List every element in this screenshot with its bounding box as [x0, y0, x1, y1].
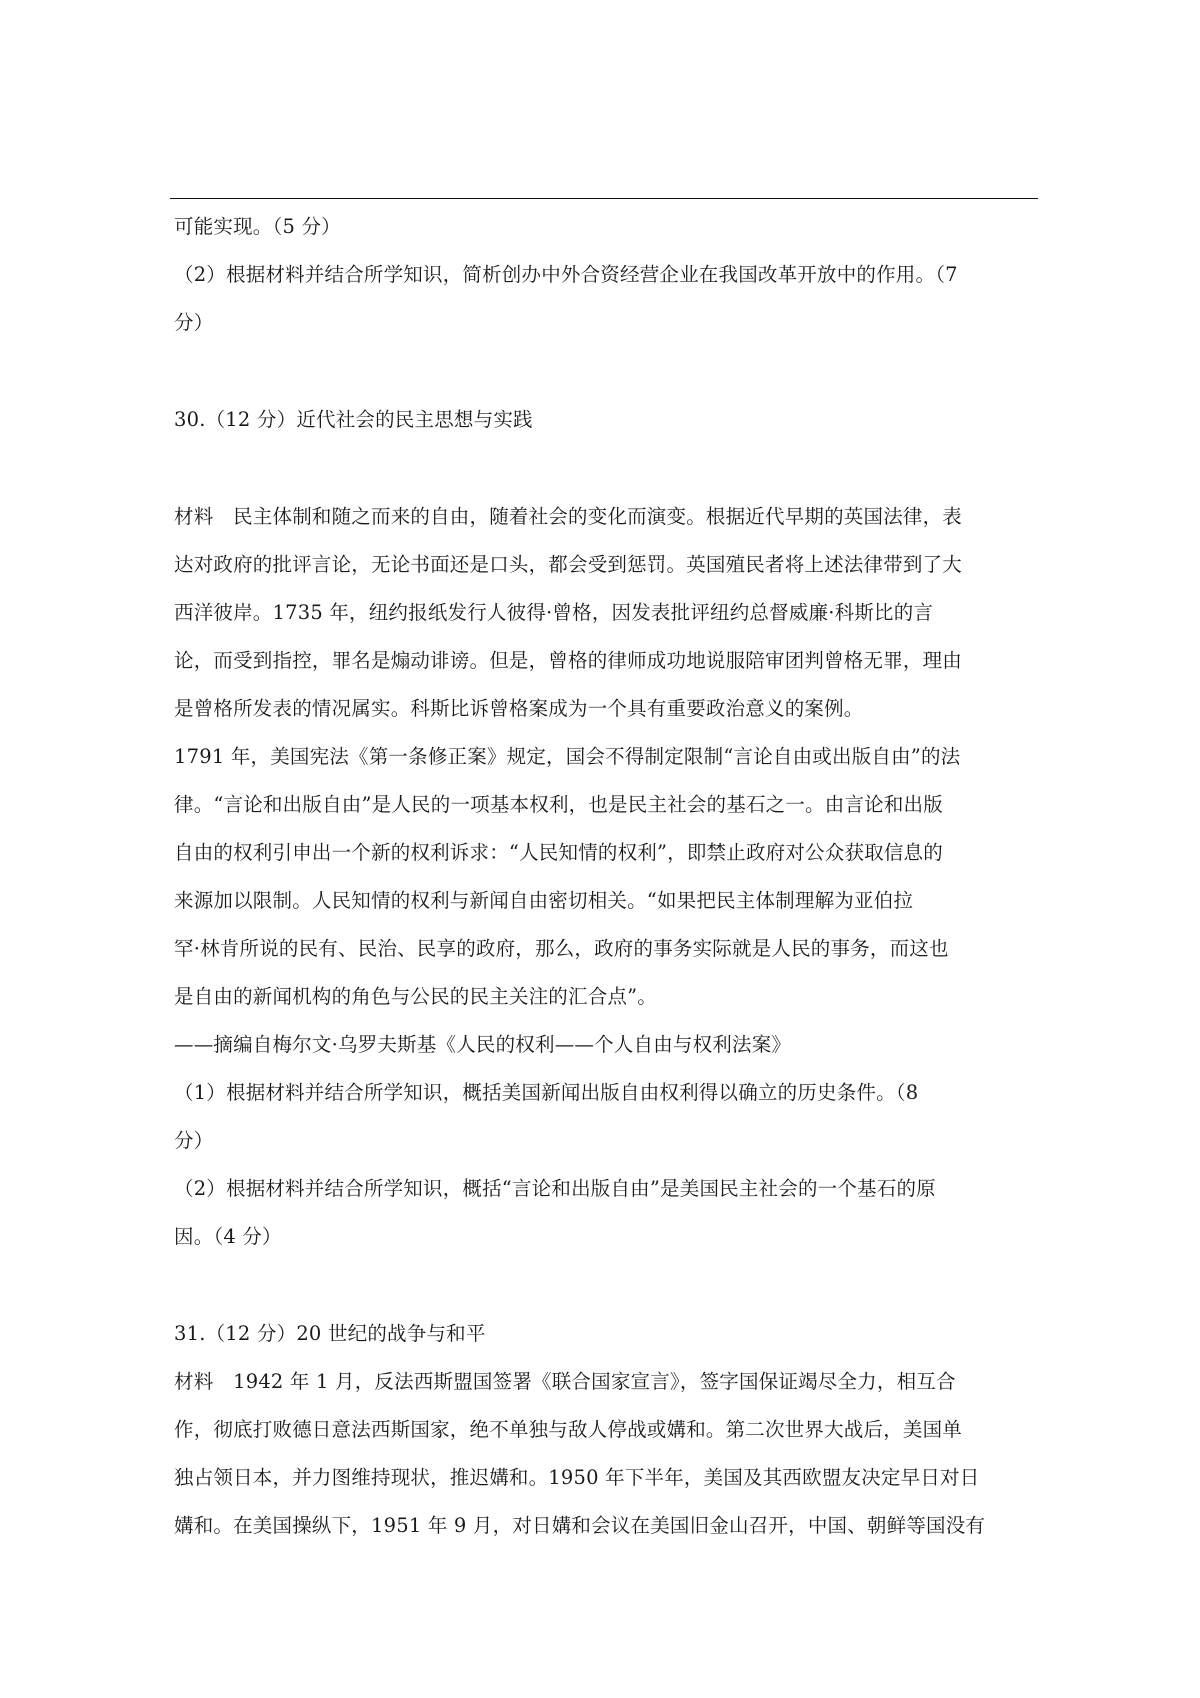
text-line: 是曾格所发表的情况属实。科斯比诉曾格案成为一个具有重要政治意义的案例。: [174, 697, 864, 720]
header-rule: [170, 198, 1038, 199]
text-line: 是自由的新闻机构的角色与公民的民主关注的汇合点”。: [174, 985, 657, 1008]
question-heading: 31.（12 分）20 世纪的战争与和平: [174, 1322, 486, 1345]
text-line: 西洋彼岸。1735 年，纽约报纸发行人彼得·曾格，因发表批评纽约总督威廉·科斯比的言: [174, 601, 934, 624]
text-line: 论，而受到指控，罪名是煽动诽谤。但是，曾格的律师成功地说服陪审团判曾格无罪，理由: [174, 649, 963, 672]
question-heading: 30.（12 分）近代社会的民主思想与实践: [174, 408, 533, 431]
text-line: 独占领日本，并力图维持现状，推迟媾和。1950 年下半年，美国及其西欧盟友决定早日对日: [174, 1466, 980, 1489]
text-line: 材料 1942 年 1 月，反法西斯盟国签署《联合国家宣言》，签字国保证竭尽全力，相互合: [174, 1370, 956, 1393]
text-line: 可能实现。（5 分）: [174, 215, 341, 238]
text-line: 分）: [174, 1129, 214, 1152]
text-line: 律。“言论和出版自由”是人民的一项基本权利，也是民主社会的基石之一。由言论和出版: [174, 793, 943, 816]
text-line: （1）根据材料并结合所学知识，概括美国新闻出版自由权利得以确立的历史条件。（8: [174, 1081, 919, 1104]
source-citation: ——摘编自梅尔文·乌罗夫斯基《人民的权利——个人自由与权利法案》: [174, 1033, 792, 1056]
text-line: 因。（4 分）: [174, 1225, 282, 1248]
text-line: 分）: [174, 311, 214, 334]
text-line: 1791 年，美国宪法《第一条修正案》规定，国会不得制定限制“言论自由或出版自由”的法: [174, 745, 961, 768]
text-line: 来源加以限制。人民知情的权利与新闻自由密切相关。“如果把民主体制理解为亚伯拉: [174, 889, 914, 912]
text-line: 自由的权利引申出一个新的权利诉求：“人民知情的权利”，即禁止政府对公众获取信息的: [174, 841, 943, 864]
text-line: （2）根据材料并结合所学知识，简析创办中外合资经营企业在我国改革开放中的作用。（7: [174, 263, 958, 286]
text-line: 作，彻底打败德日意法西斯国家，绝不单独与敌人停战或媾和。第二次世界大战后，美国单: [174, 1418, 963, 1441]
text-line: 达对政府的批评言论，无论书面还是口头，都会受到惩罚。英国殖民者将上述法律带到了大: [174, 553, 963, 576]
text-line: 媾和。在美国操纵下，1951 年 9 月，对日媾和会议在美国旧金山召开，中国、朝鲜等国没有: [174, 1514, 986, 1537]
text-line: 材料 民主体制和随之而来的自由，随着社会的变化而演变。根据近代早期的英国法律，表: [174, 505, 963, 528]
text-line: 罕·林肯所说的民有、民治、民享的政府，那么，政府的事务实际就是人民的事务，而这也: [174, 937, 949, 960]
text-line: （2）根据材料并结合所学知识，概括“言论和出版自由”是美国民主社会的一个基石的原: [174, 1177, 936, 1200]
